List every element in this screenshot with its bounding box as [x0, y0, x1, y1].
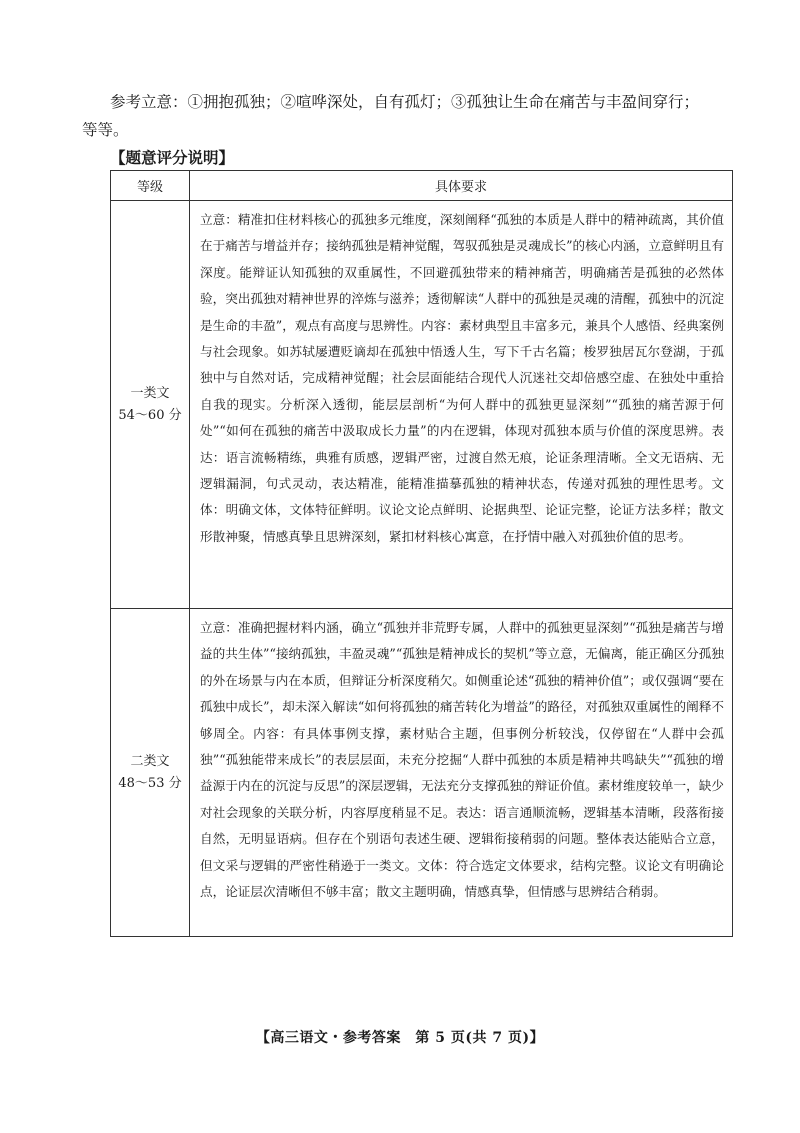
table-row	[111, 201, 733, 609]
level-cell	[111, 201, 190, 609]
table-row	[111, 609, 733, 937]
intro-paragraph	[82, 88, 750, 144]
intro-line-1: 参考立意：①拥抱孤独；②喧哗深处，自有孤灯；③孤独让生命在痛苦与丰盈间穿行；	[110, 93, 700, 111]
page-footer: 【高三语文・参考答案 第 5 页(共 7 页)】	[255, 1030, 545, 1046]
level-score: 54～60 分	[118, 407, 182, 423]
level-score: 48～53 分	[118, 775, 182, 791]
section-title: 【题意评分说明】	[110, 148, 235, 167]
level-name: 一类文	[130, 385, 170, 401]
requirement-cell: 立意：精准扣住材料核心的孤独多元维度，深刻阐释“孤独的本质是人群中的精神疏离，其价值在于痛苦与增益并存；接纳孤独是精神觉醒，驾驭孤独是灵魂成长”的核心内涵，立意鲜明且有深度。能辩证认知孤独的双重属性，不回避孤独带来的精神痛苦，明确痛苦是孤独的必然体验，突出孤独对精神世界的淬炼与滋养；透彻解读“人群中的孤独是灵魂的清醒，孤独中的沉淀是生命的丰盈”，观点有高度与思辨性。内容：素材典型且丰富多元，兼具个人感悟、经典案例与社会现象。如苏轼屡遭贬谪却在孤独中悟透人生，写下千古名篇；梭罗独居瓦尔登湖，于孤独中与自然对话，完成精神觉醒；社会层面能结合现代人沉迷社交却倍感空虚、在独处中重拾自我的现实。分析深入透彻，能层层剖析“为何人群中的孤独更显深刻”“孤独的痛苦源于何处”“如何在孤独的痛苦中汲取成长力量”的内在逻辑，体现对孤独本质与价值的深度思辨。表达：语言流畅精练，典雅有质感，逻辑严密，过渡自然无痕，论证条理清晰。全文无语病、无逻辑漏洞，句式灵动，表达精准，能精准描摹孤独的精神状态，传递对孤独的理性思考。文体：明确文体，文体特征鲜明。议论文论点鲜明、论据典型、论证完整，论证方法多样；散文形散神聚，情感真挚且思辨深刻，紧扣材料核心寓意，在抒情中融入对孤独价值的思考。	[190, 201, 733, 609]
requirement-cell: 立意：准确把握材料内涵，确立“孤独并非荒野专属，人群中的孤独更显深刻”“孤独是痛苦与增益的共生体”“接纳孤独，丰盈灵魂”“孤独是精神成长的契机”等立意，无偏离，能正确区分孤独的外在场景与内在本质，但辩证分析深度稍欠。如侧重论述“孤独的精神价值”；或仅强调“要在孤独中成长”，却未深入解读“如何将孤独的痛苦转化为增益”的路径，对孤独双重属性的阐释不够周全。内容：有具体事例支撑，素材贴合主题，但事例分析较浅，仅停留在“人群中会孤独”“孤独能带来成长”的表层层面，未充分挖掘“人群中孤独的本质是精神共鸣缺失”“孤独的增益源于内在的沉淀与反思”的深层逻辑，无法充分支撑孤独的辩证价值。素材维度较单一，缺少对社会现象的关联分析，内容厚度稍显不足。表达：语言通顺流畅，逻辑基本清晰，段落衔接自然，无明显语病。但存在个别语句表述生硬、逻辑衔接稍弱的问题。整体表达能贴合立意，但文采与逻辑的严密性稍逊于一类文。文体：符合选定文体要求，结构完整。议论文有明确论点，论证层次清晰但不够丰富；散文主题明确，情感真挚，但情感与思辨结合稍弱。	[190, 609, 733, 937]
table-header-row	[111, 171, 733, 201]
level-cell	[111, 609, 190, 937]
level-name: 二类文	[130, 753, 170, 769]
intro-line-2: 等等。	[82, 121, 129, 139]
header-requirement: 具体要求	[190, 171, 733, 201]
header-level: 等级	[111, 171, 190, 201]
grading-table	[110, 170, 733, 937]
